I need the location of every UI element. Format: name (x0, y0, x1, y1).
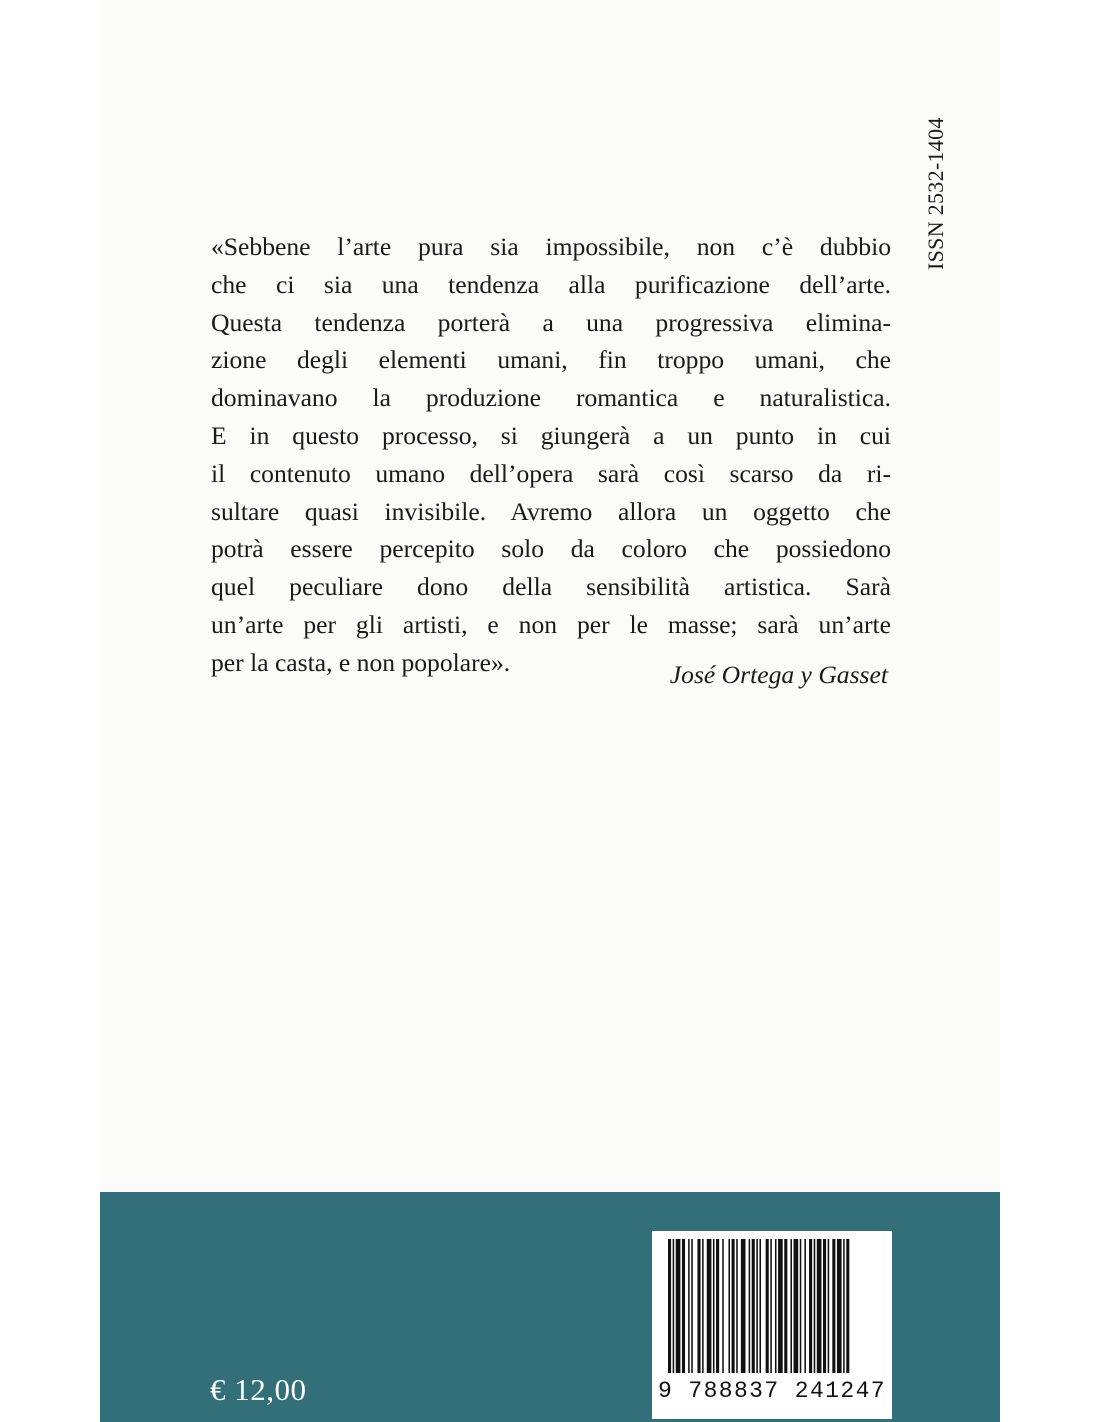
barcode-bar (682, 1239, 685, 1373)
barcode-bar (800, 1239, 802, 1373)
quote-block (211, 228, 891, 682)
barcode-bar (736, 1239, 738, 1373)
barcode-bar (794, 1239, 799, 1373)
quote-line: un’arte per gli artisti, e non per le masse; sarà un’arte (211, 609, 891, 639)
quote-line: «Sebbene l’arte pura sia impossibile, non c’è dubbio (211, 232, 891, 261)
barcode-bar (668, 1239, 671, 1373)
barcode-bar (778, 1239, 783, 1373)
barcode-bar (716, 1239, 719, 1373)
barcode-bar (688, 1239, 690, 1373)
quote-line: il contenuto umano dell’opera sarà così scarso da ri- (211, 458, 891, 488)
barcode-bar (828, 1239, 830, 1373)
barcode-bar (790, 1239, 792, 1373)
barcode-bar (832, 1239, 835, 1373)
barcode-bar (722, 1239, 724, 1373)
quote-line: E in questo processo, si giungerà a un punto in cui (211, 420, 891, 450)
barcode-bar (673, 1239, 675, 1373)
barcode-bar (804, 1239, 806, 1373)
barcode-bar (843, 1239, 845, 1373)
quote-line: quel peculiare dono della sensibilità artistica. Sarà (211, 572, 891, 602)
barcode-number: 9 788837 241247 (657, 1378, 887, 1404)
barcode-bar (732, 1239, 735, 1373)
quote-line: potrà essere percepito solo da coloro che possiedono (211, 534, 891, 564)
barcode-bar (766, 1239, 769, 1373)
barcode-bar (702, 1239, 704, 1373)
quote-line: per la casta, e non popolare». (211, 647, 511, 677)
quote-line: Questa tendenza porterà a una progressiva elimina- (211, 307, 891, 337)
price-label: € 12,00 (210, 1372, 307, 1407)
barcode-bar (697, 1239, 700, 1373)
barcode-bar (759, 1239, 761, 1373)
quote-line: dominavano la produzione romantica e naturalistica. (211, 383, 891, 413)
barcode-bar (752, 1239, 755, 1373)
quote-author: José Ortega y Gasset (669, 660, 888, 689)
barcode-bars (658, 1239, 886, 1377)
barcode-bar (707, 1239, 712, 1373)
barcode-bar (770, 1239, 772, 1373)
barcode-bar (756, 1239, 758, 1373)
issn-text: ISSN 2532-1404 (923, 117, 948, 270)
barcode-bar (775, 1239, 777, 1373)
quote-line: sultare quasi invisibile. Avremo allora un oggetto che (211, 496, 891, 526)
barcode-bar (676, 1239, 681, 1373)
barcode-bar (741, 1239, 746, 1373)
barcode-bar (691, 1239, 693, 1373)
quote-line: che ci sia una tendenza alla purificazione dell’arte. (211, 269, 891, 299)
barcode-bar (846, 1239, 849, 1373)
barcode (652, 1231, 892, 1419)
barcode-bar (809, 1239, 812, 1373)
barcode-bar (837, 1239, 842, 1373)
barcode-bar (728, 1239, 730, 1373)
quote-line: zione degli elementi umani, fin troppo umani, che (211, 345, 891, 375)
barcode-bar (814, 1239, 816, 1373)
barcode-bar (784, 1239, 787, 1373)
barcode-bar (823, 1239, 826, 1373)
barcode-bar (749, 1239, 751, 1373)
barcode-bar (713, 1239, 715, 1373)
barcode-bar (817, 1239, 822, 1373)
